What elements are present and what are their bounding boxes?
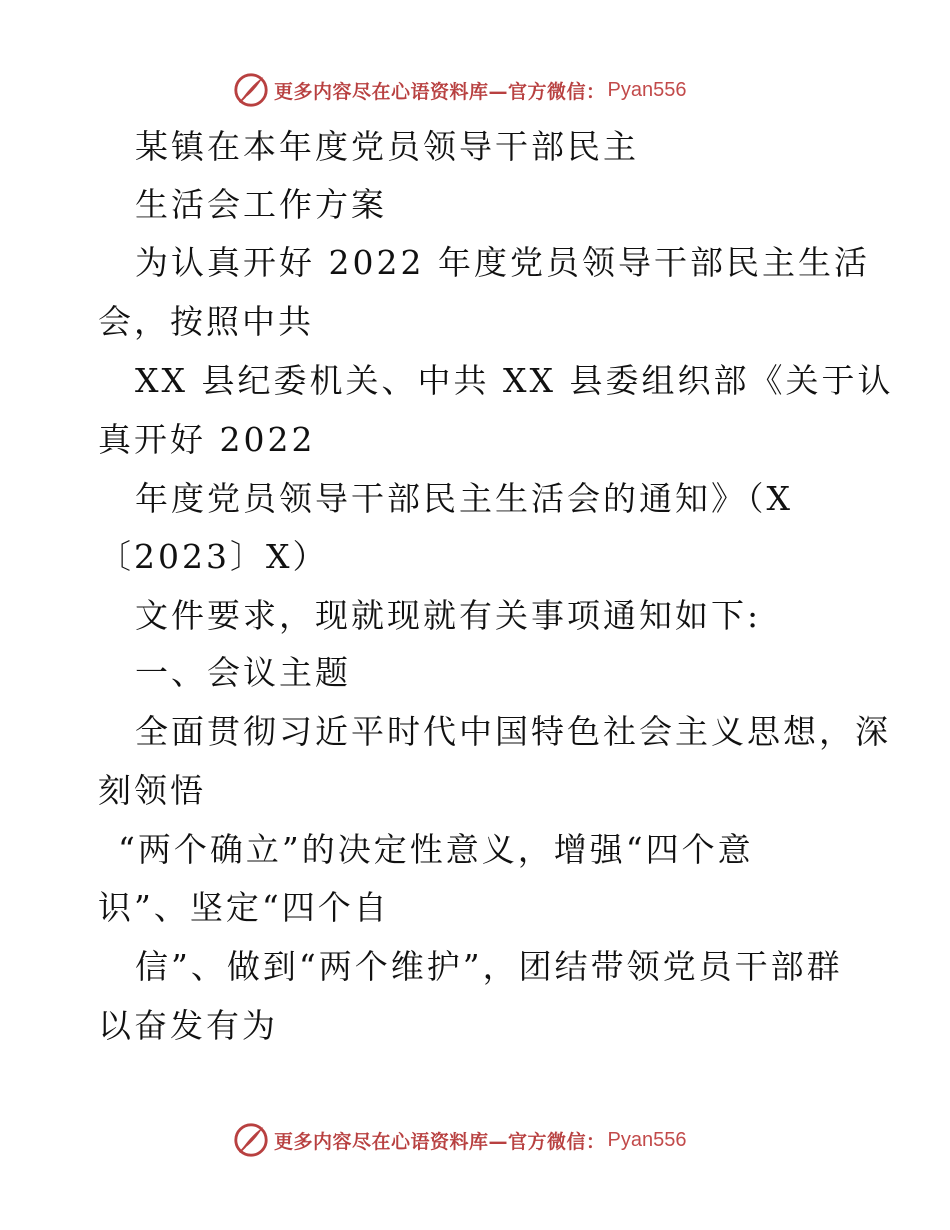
quill-logo-icon [232,1121,270,1159]
doc-title-line-2: 生活会工作方案 [135,185,387,224]
doc-text-line: “两个确立”的决定性意义，增强“四个意 [118,830,754,869]
doc-text-line: 文件要求，现就现就有关事项通知如下: [135,596,762,635]
doc-text-line: 年度党员领导干部民主生活会的通知》（X [135,479,793,518]
watermark-wechat-id: Pyan556 [607,78,687,101]
doc-text-line: 信”、做到“两个维护”，团结带领党员干部群 [135,947,843,986]
doc-text-line: 〔2023〕X） [98,537,329,576]
doc-text-line: 识”、坚定“四个自 [98,888,390,927]
watermark-text: 更多内容尽在心语资料库—官方微信： [274,1130,606,1153]
doc-text-line: 为认真开好 2022 年度党员领导干部民主生活 [135,243,870,282]
watermark-wechat-id: Pyan556 [607,1128,687,1151]
header-watermark [232,70,792,110]
doc-text-line: 会，按照中共 [98,302,314,341]
footer-watermark [232,1120,792,1160]
watermark-text: 更多内容尽在心语资料库—官方微信： [274,80,606,103]
doc-text-line: 真开好 2022 [98,420,316,459]
doc-text-line: XX 县纪委机关、中共 XX 县委组织部《关于认 [135,361,894,400]
doc-text-line: 全面贯彻习近平时代中国特色社会主义思想，深 [135,712,891,751]
doc-text-line: 以奋发有为 [98,1006,278,1045]
doc-text-line: 刻领悟 [98,771,206,810]
quill-logo-icon [232,71,270,109]
doc-title-line-1: 某镇在本年度党员领导干部民主 [135,127,639,166]
doc-section-heading: 一、会议主题 [135,653,351,692]
